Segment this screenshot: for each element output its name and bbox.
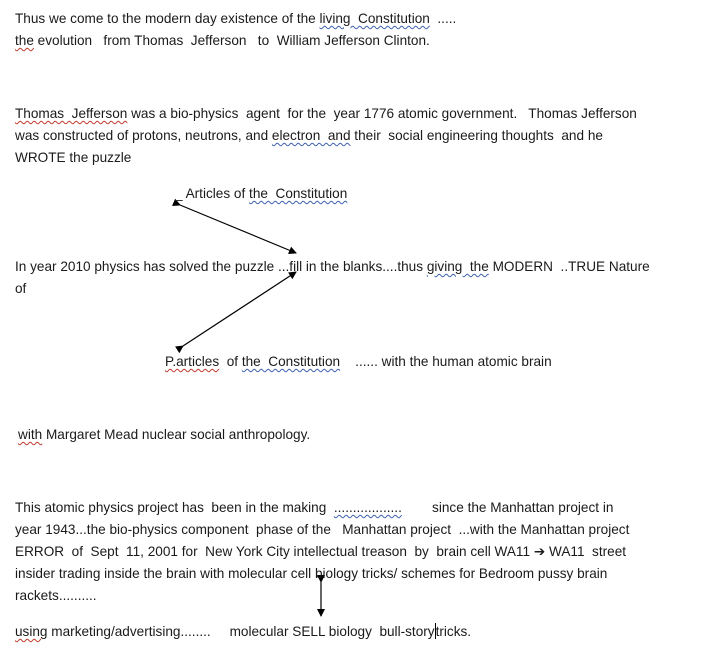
text-span: was a bio-physics agent for the year 1776 atomic government. Thomas Jefferson (127, 106, 637, 121)
text-span: evolution from Thomas Jefferson to William Jefferson Clinton. (33, 33, 430, 48)
text-span: using (15, 624, 48, 639)
text-span: Margaret Mead nuclear social anthropology. (42, 427, 311, 442)
mead-line (18, 426, 310, 443)
para2-line2 (15, 127, 603, 144)
text-cursor (435, 623, 436, 639)
last-line (15, 623, 471, 640)
text-span: was constructed of protons, neutrons, and (15, 128, 272, 143)
text-span: Thus we come to the modern day existence of the (15, 11, 320, 26)
text-span: of (219, 354, 242, 369)
articles-line (175, 185, 347, 202)
double-arrow-upper (180, 205, 296, 253)
text-span: with (18, 427, 43, 442)
particles-line (165, 353, 552, 370)
para3-line2: of (15, 281, 27, 296)
giving-the-text: giving the (426, 259, 489, 274)
living-constitution-text: living Constitution (319, 11, 430, 26)
para2-line1 (15, 105, 637, 122)
text-span: their social engineering thoughts and he (350, 128, 603, 143)
electron-and-text: electron and (271, 128, 351, 143)
particles-text: P.articles (165, 354, 220, 369)
text-span: MODERN ..TRUE Nature (488, 259, 650, 274)
para4-line3 (15, 543, 626, 561)
para4-line4: insider trading inside the brain with molecular cell biology tricks/ schemes for Bedroom pussy brain (15, 566, 608, 581)
text-span: the (15, 33, 34, 48)
dotted-leader: .................. (333, 500, 402, 515)
text-span: ...... with the human atomic brain (340, 354, 552, 369)
text-span: tricks. (435, 624, 472, 639)
para4-line2: year 1943...the bio-physics component phase of the Manhattan project ...with the Manhattan project (15, 522, 630, 537)
text-span: _ (175, 186, 183, 201)
para4-line1 (15, 499, 613, 516)
text-span: Articles of (182, 186, 250, 201)
text-span: ERROR of Sept 11, 2001 for New York City intellectual treason by brain cell WA11 (15, 544, 534, 559)
para1-line2 (15, 32, 430, 49)
para2-line3: WROTE the puzzle (15, 150, 132, 165)
text-span: marketing/advertising........ molecular SELL biology bull-story (47, 624, 435, 639)
text-span: since the Manhattan project in (401, 500, 614, 515)
double-arrow-lower (183, 272, 296, 346)
thomas-jefferson-text: Thomas Jefferson (15, 106, 128, 121)
para4-line5: rackets.......... (15, 588, 97, 603)
text-span: This atomic physics project has been in the making (15, 500, 334, 515)
the-constitution-text: the Constitution (241, 354, 341, 369)
para1-line1 (15, 10, 456, 27)
text-span: ..... (429, 11, 457, 26)
the-constitution-text: the Constitution (249, 186, 348, 201)
text-span: In year 2010 physics has solved the puzzle ...fill in the blanks....thus (15, 259, 427, 274)
text-span: WA11 street (545, 544, 627, 559)
right-arrow-icon: ➔ (533, 544, 546, 560)
para3-line1 (15, 258, 650, 275)
